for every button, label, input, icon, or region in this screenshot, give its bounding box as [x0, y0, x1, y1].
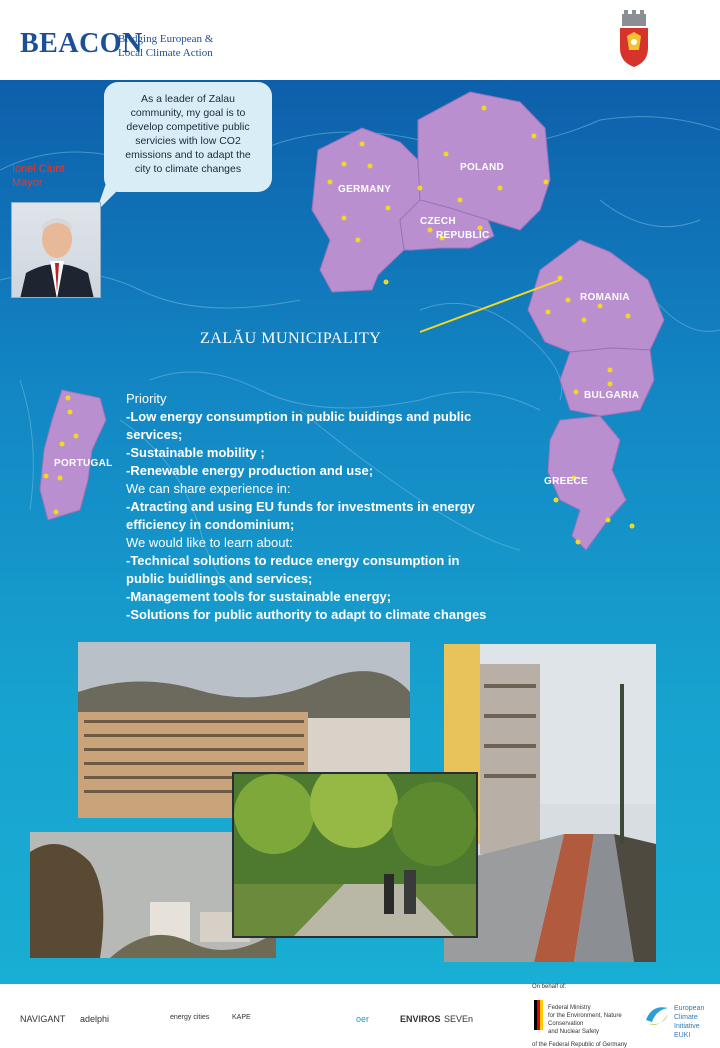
on-behalf-label: On behalf of: [532, 984, 567, 990]
partner-kape-logo: KAPE [232, 1014, 251, 1021]
zalau-coat-of-arms-icon [617, 10, 651, 68]
label-bulgaria: BULGARIA [584, 390, 640, 401]
label-greece: GREECE [544, 476, 589, 487]
partner-oer-logo: oer [356, 1014, 370, 1024]
beacon-tagline: Bridging European & Local Climate Action [118, 33, 214, 59]
mayor-quote-bubble: As a leader of Zalau community, my goal is to develop competitive public servicies with low CO2 emissions and to adapt the city to climate changes [104, 82, 272, 192]
priorities-text: Priority -Low energy consumption in public buidings and public services; -Sustainable mobility ; -Renewable energy production and use; We can share experience in: -Atracting and using EU funds for investments in energy efficiency in condominium; We would like to learn about: -Technical solutions to reduce energy consumption in public buidlings and services; -Management tools for sustainable energy; -Solutions for public authority to adapt to climate changes [126, 391, 487, 622]
euki-logo-icon [642, 1000, 672, 1030]
bulgaria-shape [560, 348, 654, 416]
partner-navigant-logo: NAVIGANT [20, 1014, 66, 1024]
speech-bubble-tail [96, 172, 136, 212]
euki-label: European Climate Initiative EUKI [674, 1005, 705, 1039]
zalau-municipality-label: ZALĂU MUNICIPALITY [200, 330, 382, 347]
photo-park-green [232, 772, 478, 938]
portugal-shape [40, 390, 106, 520]
frg-label: of the Federal Republic of Germany [532, 1042, 628, 1048]
partner-seven-logo: SEVEn [444, 1014, 474, 1024]
german-flag-icon [534, 1000, 544, 1030]
federal-ministry-label: Federal Ministry for the Environment, Nature Conservation and Nuclear Safety [548, 1005, 622, 1035]
partner-energy-cities-logo: energy cities [170, 1014, 210, 1021]
footer-partners [0, 984, 720, 1048]
germany-shape [312, 128, 420, 292]
partner-adelphi-logo: adelphi [80, 1014, 110, 1024]
label-germany: GERMANY [338, 184, 392, 195]
mayor-portrait-image [12, 203, 101, 298]
label-romania: ROMANIA [580, 292, 630, 303]
mayor-portrait [11, 202, 101, 298]
poster-main [0, 80, 720, 984]
header [0, 0, 720, 80]
label-czech-republic: REPUBLIC [436, 230, 490, 241]
label-portugal: PORTUGAL [54, 458, 113, 469]
mayor-name: Ionel Ciunt Mayor [12, 163, 65, 189]
label-czech: CZECH [420, 216, 456, 227]
beacon-logo: BEACON [20, 28, 143, 59]
label-poland: POLAND [460, 162, 505, 173]
partner-enviros-logo: ENVIROS [400, 1014, 441, 1024]
